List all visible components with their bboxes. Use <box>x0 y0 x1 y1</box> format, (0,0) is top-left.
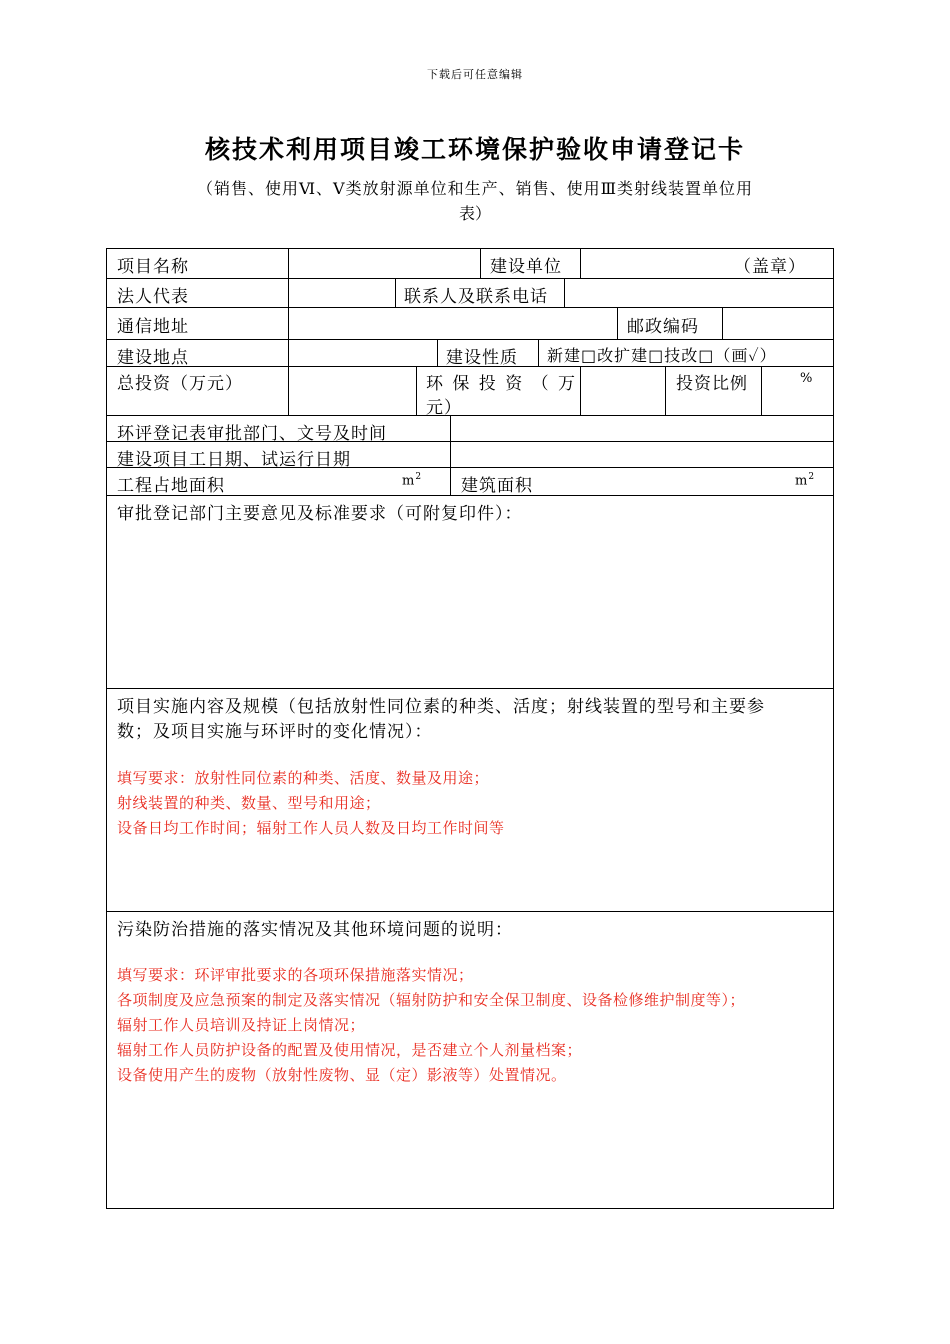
label-land-area: 工程占地面积 <box>117 476 225 496</box>
col-line <box>288 248 289 278</box>
row-line <box>106 415 834 416</box>
col-line <box>288 278 289 307</box>
pollution-requirement-line: 设备使用产生的废物（放射性废物、显（定）影液等）处置情况。 <box>117 1066 567 1084</box>
col-line <box>450 415 451 467</box>
col-line <box>761 366 762 415</box>
label-opinion: 审批登记部门主要意见及标准要求（可附复印件）： <box>117 504 523 524</box>
label-env-invest-line2: 元） <box>426 398 462 418</box>
col-line <box>288 366 289 415</box>
table-border-top <box>106 248 834 249</box>
impl-requirement-line: 射线装置的种类、数量、型号和用途； <box>117 794 381 812</box>
label-total-invest: 总投资（万元） <box>117 374 243 394</box>
unit-m: m <box>402 473 416 489</box>
label-dates: 建设项目工日期、试运行日期 <box>117 450 351 470</box>
label-address: 通信地址 <box>117 317 189 337</box>
pollution-requirement-line: 辐射工作人员防护设备的配置及使用情况，是否建立个人剂量档案； <box>117 1041 583 1059</box>
pollution-requirement-line: 填写要求：环评审批要求的各项环保措施落实情况； <box>117 966 474 984</box>
label-pollution: 污染防治措施的落实情况及其他环境问题的说明： <box>117 920 513 940</box>
col-line <box>395 278 396 307</box>
col-line <box>288 307 289 339</box>
seal-note: （盖章） <box>734 257 806 277</box>
pollution-requirement-line: 辐射工作人员培训及持证上岗情况； <box>117 1016 366 1034</box>
col-line <box>538 339 539 366</box>
col-line <box>564 278 565 307</box>
label-implementation-line2: 数；及项目实施与环评时的变化情况）： <box>117 722 433 742</box>
unit-superscript: 2 <box>415 472 423 482</box>
nature-options: 新建□改扩建□技改□（画✓） <box>547 346 777 365</box>
unit-building-area <box>795 472 815 488</box>
page-header-note: 下载后可任意编辑 <box>427 68 523 81</box>
col-line <box>580 366 581 415</box>
col-line <box>416 366 417 415</box>
unit-land-area <box>402 472 422 488</box>
row-line <box>106 339 834 340</box>
label-eia-approval: 环评登记表审批部门、文号及时间 <box>117 424 387 444</box>
row-line <box>106 688 834 689</box>
label-env-invest-line1: 环 保 投 资 （ 万 <box>426 374 578 394</box>
label-invest-ratio: 投资比例 <box>676 374 748 394</box>
subtitle-line-1: （销售、使用Ⅵ、Ⅴ类放射源单位和生产、销售、使用Ⅲ类射线装置单位用 <box>196 179 754 198</box>
col-line <box>450 467 451 495</box>
col-line <box>722 307 723 339</box>
label-postcode: 邮政编码 <box>627 317 699 337</box>
col-line <box>288 339 289 366</box>
label-building-area: 建筑面积 <box>461 476 533 496</box>
col-line <box>617 307 618 339</box>
unit-m: m <box>795 473 809 489</box>
label-construction-unit: 建设单位 <box>490 257 562 277</box>
label-implementation-line1: 项目实施内容及规模（包括放射性同位素的种类、活度；射线装置的型号和主要参 <box>117 697 765 717</box>
label-location: 建设地点 <box>117 348 189 368</box>
unit-superscript: 2 <box>808 472 816 482</box>
page-title: 核技术利用项目竣工环境保护验收申请登记卡 <box>204 135 745 164</box>
row-line <box>106 278 834 279</box>
label-project-name: 项目名称 <box>117 257 189 277</box>
label-contact: 联系人及联系电话 <box>404 287 548 307</box>
col-line <box>665 366 666 415</box>
impl-requirement-line: 设备日均工作时间；辐射工作人员人数及日均工作时间等 <box>117 819 505 837</box>
row-line <box>106 307 834 308</box>
subtitle-line-2: 表） <box>458 204 491 223</box>
label-nature: 建设性质 <box>446 348 518 368</box>
col-line <box>437 339 438 366</box>
row-line <box>106 911 834 912</box>
pollution-requirement-line: 各项制度及应急预案的制定及落实情况（辐射防护和安全保卫制度、设备检修维护制度等）； <box>117 991 746 1009</box>
impl-requirement-line: 填写要求：放射性同位素的种类、活度、数量及用途； <box>117 769 490 787</box>
table-border-left <box>106 248 107 1209</box>
table-border-right <box>833 248 834 1209</box>
col-line <box>580 248 581 278</box>
percent-sign: % <box>800 371 814 386</box>
table-border-bottom <box>106 1208 834 1209</box>
col-line <box>480 248 481 278</box>
label-legal-rep: 法人代表 <box>117 287 189 307</box>
